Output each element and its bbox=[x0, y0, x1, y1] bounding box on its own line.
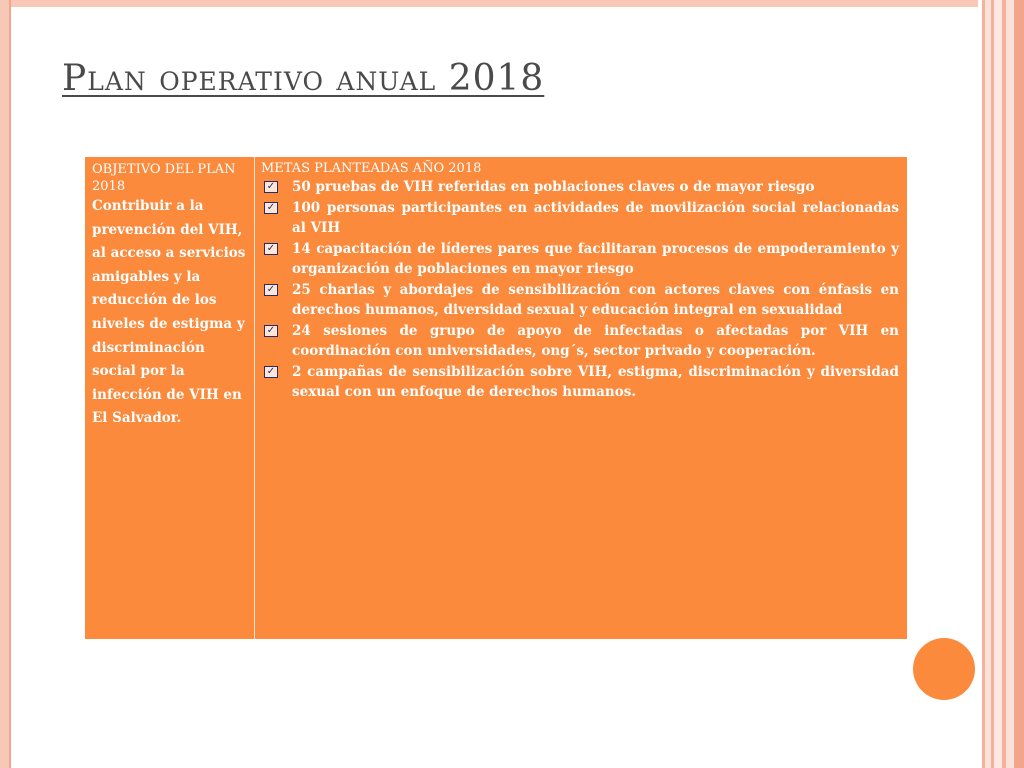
objective-column bbox=[85, 157, 255, 639]
goal-text: 14 capacitación de líderes pares que facilitaran procesos de empoderamiento y organización de poblaciones en mayor riesgo bbox=[292, 240, 899, 277]
goal-text: 100 personas participantes en actividades de movilización social relacionadas al VIH bbox=[292, 199, 899, 236]
goal-item bbox=[261, 280, 899, 321]
slide-frame-top bbox=[0, 0, 1024, 7]
goal-item bbox=[261, 362, 899, 403]
goal-item bbox=[261, 177, 899, 198]
goals-list bbox=[261, 177, 899, 403]
goal-text: 50 pruebas de VIH referidas en poblaciones claves o de mayor riesgo bbox=[292, 179, 815, 195]
goal-item bbox=[261, 198, 899, 239]
checkbox-checked-icon: ✓ bbox=[264, 366, 278, 378]
checkbox-checked-icon: ✓ bbox=[264, 243, 278, 255]
checkbox-checked-icon: ✓ bbox=[264, 181, 278, 193]
checkbox-checked-icon: ✓ bbox=[264, 202, 278, 214]
objective-text: Contribuir a la prevención del VIH, al acceso a servicios amigables y la reducción de los niveles de estigma y discriminación social por la infección de VIH en El Salvador. bbox=[92, 198, 246, 427]
goals-column bbox=[255, 157, 907, 639]
objective-header: OBJETIVO DEL PLAN 2018 bbox=[92, 162, 236, 194]
checkbox-checked-icon: ✓ bbox=[264, 325, 278, 337]
checkbox-checked-icon: ✓ bbox=[264, 284, 278, 296]
goal-item bbox=[261, 321, 899, 362]
decorative-circle bbox=[913, 638, 975, 700]
plan-table bbox=[85, 157, 907, 639]
goal-text: 2 campañas de sensibilización sobre VIH, estigma, discriminación y diversidad sexual con un enfoque de derechos humanos. bbox=[292, 363, 899, 400]
slide-frame-right bbox=[978, 0, 1024, 768]
goal-text: 25 charlas y abordajes de sensibilización con actores claves con énfasis en derechos humanos, diversidad sexual y educación integral en sexualidad bbox=[292, 281, 899, 318]
goal-item bbox=[261, 239, 899, 280]
slide-frame-left bbox=[0, 0, 9, 768]
slide-frame-left-line bbox=[9, 0, 11, 768]
goal-text: 24 sesiones de grupo de apoyo de infectadas o afectadas por VIH en coordinación con universidades, ong´s, sector privado y cooperación. bbox=[292, 322, 899, 359]
slide-title: Plan operativo anual 2018 bbox=[62, 58, 545, 99]
goals-header: METAS PLANTEADAS AÑO 2018 bbox=[261, 161, 482, 176]
